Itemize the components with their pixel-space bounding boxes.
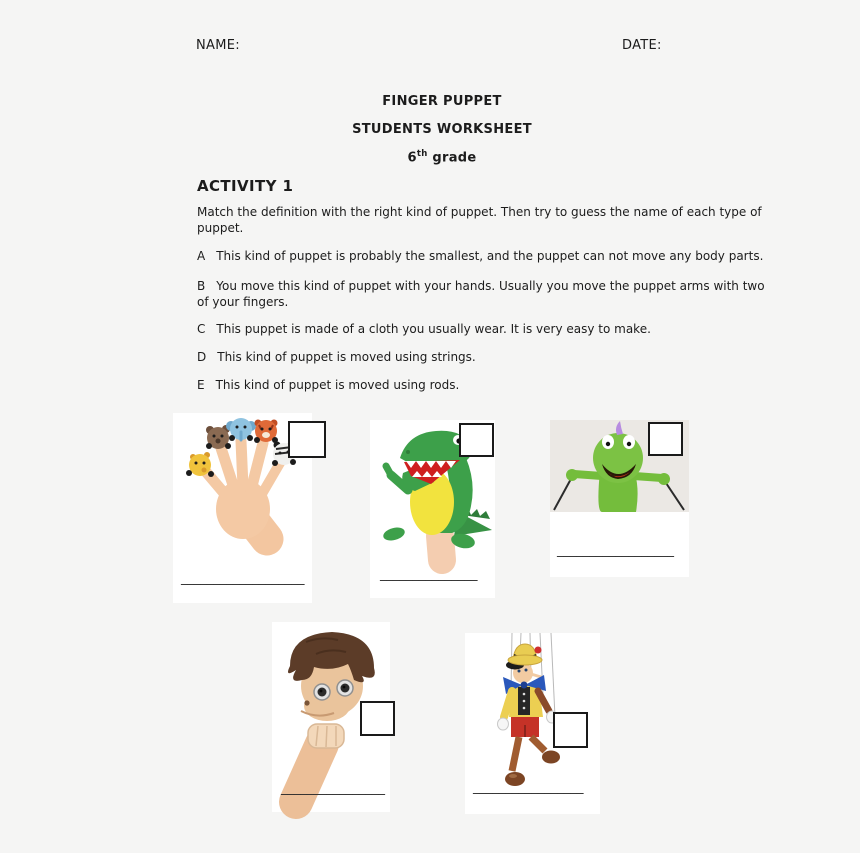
name-blank-line[interactable]: __________________: [557, 543, 674, 558]
answer-box[interactable]: [553, 712, 588, 748]
puppet-card-frog: [550, 420, 689, 577]
definition-letter-a: A: [197, 249, 206, 263]
definition-text-b: You move this kind of puppet with your hands. Usually you move the puppet arms with two of your fingers.: [197, 279, 765, 309]
definition-text-d: This kind of puppet is moved using strings.: [217, 350, 476, 364]
answer-box[interactable]: [459, 423, 494, 457]
grade-ordinal: th: [416, 149, 428, 159]
worksheet-title: FINGER PUPPET: [382, 94, 502, 109]
name-blank-line[interactable]: _______________: [380, 567, 478, 582]
definition-text-a: This kind of puppet is probably the smallest, and the puppet can not move any body parts.: [216, 249, 764, 263]
answer-box[interactable]: [648, 422, 683, 456]
definition-item-e: [197, 378, 777, 394]
giraffe-finger-puppet: [186, 452, 214, 477]
puppet-card-marionette: [465, 633, 600, 814]
name-blank-line[interactable]: ___________________: [181, 571, 305, 586]
activity-instructions: Match the definition with the right kind of puppet. Then try to guess the name of each type of puppet.: [197, 205, 762, 235]
definition-text-e: This kind of puppet is moved using rods.: [215, 378, 460, 392]
date-label: DATE:: [622, 38, 662, 53]
answer-box[interactable]: [360, 701, 395, 736]
definition-item-c: [197, 322, 777, 338]
definition-item-b: [197, 279, 777, 310]
grade-word: grade: [427, 150, 477, 166]
answer-box[interactable]: [288, 421, 326, 458]
name-blank-line[interactable]: ________________: [281, 781, 385, 796]
grade-line: [24, 149, 860, 165]
definition-item-a: [197, 249, 777, 265]
definition-item-d: [197, 350, 777, 366]
puppet-card-finger-puppets: [173, 413, 312, 603]
definition-letter-b: B: [197, 279, 206, 293]
definition-letter-c: C: [197, 322, 206, 336]
puppet-card-boy: [272, 622, 390, 812]
definition-letter-d: D: [197, 350, 207, 364]
tiger-finger-puppet: [254, 420, 278, 444]
grade-number: 6: [407, 150, 417, 166]
elephant-finger-puppet: [226, 418, 256, 441]
name-label: NAME:: [196, 38, 240, 53]
worksheet-subtitle: STUDENTS WORKSHEET: [352, 122, 532, 137]
definition-text-c: This puppet is made of a cloth you usually wear. It is very easy to make.: [216, 322, 651, 336]
puppet-card-crocodile: [370, 420, 495, 598]
name-blank-line[interactable]: _________________: [473, 780, 584, 795]
definition-letter-e: E: [197, 378, 205, 392]
activity-heading: ACTIVITY 1: [197, 177, 294, 195]
